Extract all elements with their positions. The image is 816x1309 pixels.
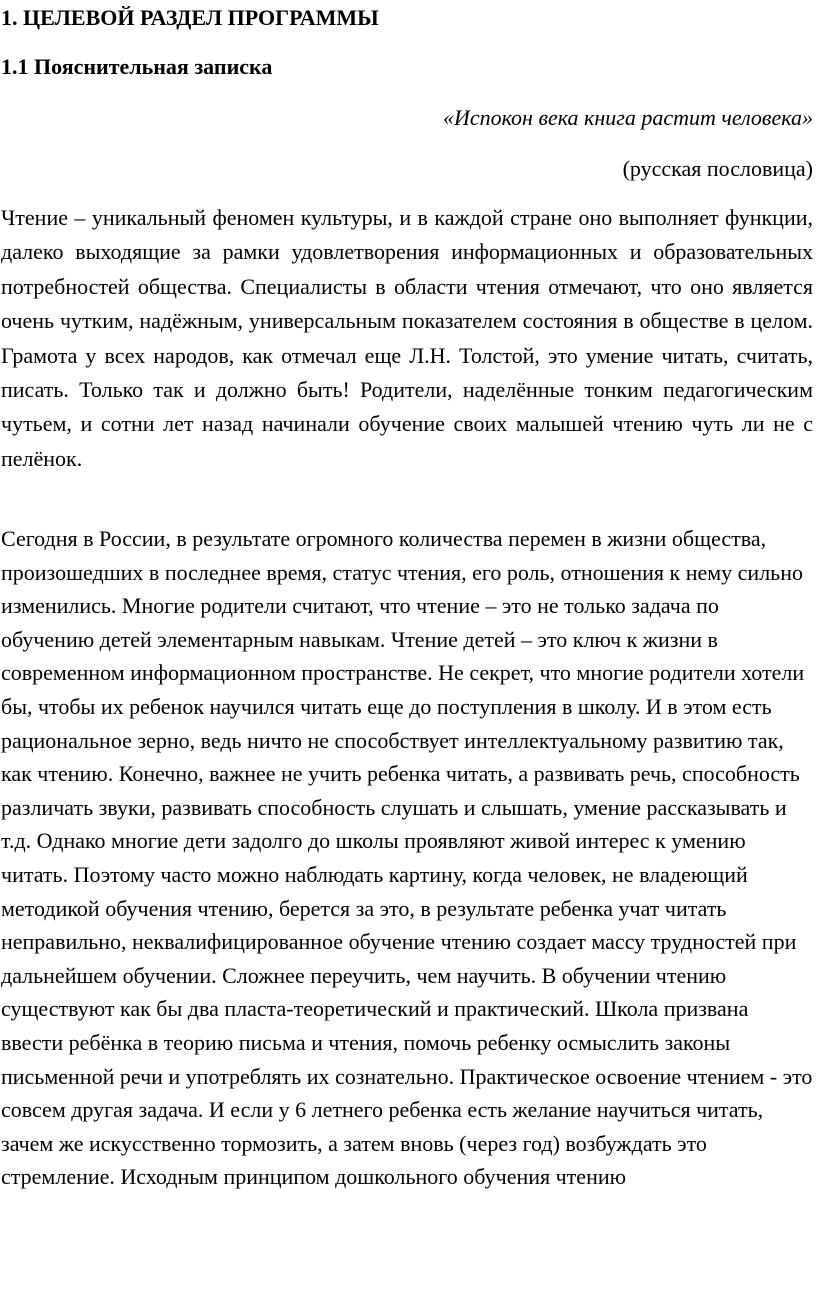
body-paragraph-2: Сегодня в России, в результате огромного количества перемен в жизни общества, произошедших в последнее время, статус чтения, его роль, отношения к нему сильно изменились. Многие родители считают, что чтение – это не только задача по обучению детей элементарным навыкам. Чтение детей – это ключ к жизни в современном информационном пространстве. Не секрет, что многие родители хотели бы, чтобы их ребенок научился читать еще до поступления в школу. И в этом есть рациональное зерно, ведь ничто не способствует интеллектуальному развитию так, как чтению. Конечно, важнее не учить ребенка читать, а развивать речь, способность различать звуки, развивать способность слушать и слышать, умение рассказывать и т.д. Однако многие дети задолго до школы проявляют живой интерес к умению читать. Поэтому часто можно наблюдать картину, когда человек, не владеющий методикой обучения чтению, берется за это, в результате ребенка учат читать неправильно, неквалифицированное обучение чтению создает массу трудностей при дальнейшем обучении. Сложнее переучить, чем научить. В обучении чтению существуют как бы два пласта-теоретический и практический. Школа призвана ввести ребёнка в теорию письма и чтения, помочь ребенку осмыслить законы письменной речи и употреблять их сознательно. Практическое освоение чтением - это совсем другая задача. И если у 6 летнего ребенка есть желание научиться читать, зачем же искусственно тормозить, а затем вновь (через год) возбуждать это стремление. Исходным принципом дошкольного обучения чтению bbox=[1, 526, 813, 1190]
section-heading: 1. ЦЕЛЕВОЙ РАЗДЕЛ ПРОГРАММЫ bbox=[1, 5, 379, 30]
subsection-heading: 1.1 Пояснительная записка bbox=[1, 54, 273, 79]
body-paragraph-1: Чтение – уникальный феномен культуры, и в каждой стране оно выполняет функции, далеко выходящие за рамки удовлетворения информационных и образовательных потребностей общества. Специалисты в области чтения отмечают, что оно является очень чутким, надёжным, универсальным показателем состояния в обществе в целом. Грамота у всех народов, как отмечал еще Л.Н. Толстой, это умение читать, считать, писать. Только так и должно быть! Родители, наделённые тонким педагогическим чутьем, и сотни лет назад начинали обучение своих малышей чтению чуть ли не с пелёнок. bbox=[1, 205, 813, 471]
epigraph-source: (русская пословица) bbox=[622, 156, 813, 181]
epigraph-quote: «Испокон века книга растит человека» bbox=[442, 105, 813, 130]
